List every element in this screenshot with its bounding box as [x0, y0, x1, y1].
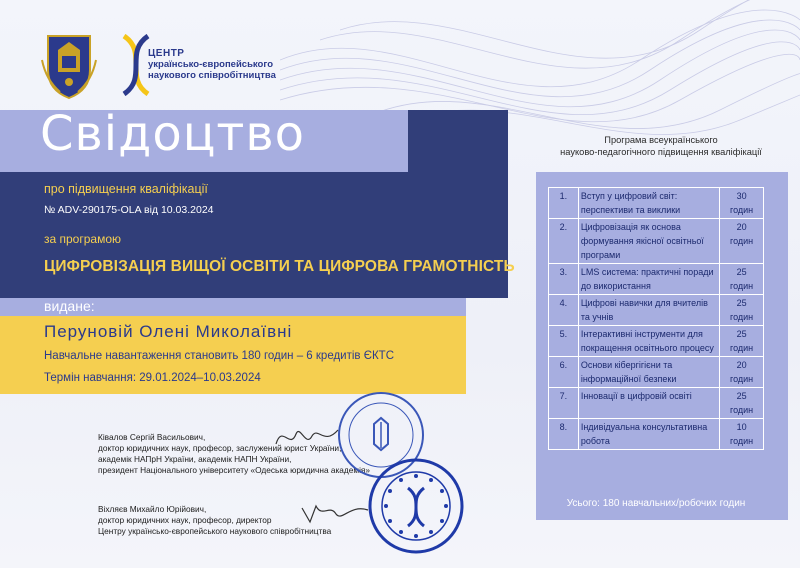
signatory-1-name: Ківалов Сергій Васильович,	[98, 432, 206, 442]
module-hours	[720, 357, 764, 388]
module-hours	[720, 419, 764, 450]
title-band-accent	[408, 110, 508, 172]
centre-name-line3: наукового співробітництва	[148, 70, 276, 81]
module-hours	[720, 264, 764, 295]
module-hours-unit: годин	[729, 312, 754, 322]
module-name: Індивідуальна консультативна робота	[578, 419, 719, 450]
module-hours	[720, 326, 764, 357]
module-name: Основи кібергігієни та інформаційної безпеки	[578, 357, 719, 388]
module-hours-value: 20	[736, 360, 747, 370]
module-hours-unit: годин	[729, 374, 754, 384]
module-name: Цифровізація як основа формування якісної освітньої програми	[578, 219, 719, 264]
certificate-title: Свідоцтво	[40, 106, 305, 162]
program-caption	[536, 134, 786, 158]
seal-stamp-icon	[366, 456, 466, 556]
module-name: LMS система: практичні поради до використання	[578, 264, 719, 295]
table-row	[549, 419, 764, 450]
signatory-1-title-c: президент Національного університету «Одеська юридична академія»	[98, 465, 371, 475]
centre-name-line1: ЦЕНТР	[148, 48, 185, 59]
module-number: 5.	[549, 326, 579, 357]
module-number: 2.	[549, 219, 579, 264]
module-number: 4.	[549, 295, 579, 326]
modules-table	[548, 187, 764, 450]
signatory-1-title-a: доктор юридичних наук, професор, заслужений юрист України,	[98, 443, 342, 453]
centre-name-line2: українсько-європейського	[148, 59, 273, 70]
program-caption-line1: Програма всеукраїнського	[604, 135, 718, 145]
study-period: Термін навчання: 29.01.2024–10.03.2024	[44, 372, 261, 384]
certificate-subtitle: про підвищення кваліфікації	[44, 182, 208, 196]
module-hours	[720, 295, 764, 326]
certificate-number: № ADV-290175-OLA від 10.03.2024	[44, 204, 214, 216]
table-row	[549, 357, 764, 388]
issued-label: видане:	[44, 298, 95, 314]
signatory-2-name: Віхляєв Михайло Юрійович,	[98, 504, 207, 514]
module-hours-value: 20	[736, 222, 747, 232]
module-hours-unit: годин	[729, 281, 754, 291]
module-hours-value: 25	[736, 267, 747, 277]
module-name: Цифрові навички для вчителів та учнів	[578, 295, 719, 326]
centre-name	[148, 48, 276, 81]
program-title: ЦИФРОВІЗАЦІЯ ВИЩОЇ ОСВІТИ ТА ЦИФРОВА ГРАМОТНІСТЬ	[44, 258, 515, 275]
table-row	[549, 388, 764, 419]
program-caption-line2: науково-педагогічного підвищення кваліфікації	[560, 147, 762, 157]
total-hours: Усього: 180 навчальних/робочих годин	[566, 498, 746, 509]
module-name: Вступ у цифровий світ: перспективи та виклики	[578, 188, 719, 219]
module-hours-value: 25	[736, 298, 747, 308]
module-number: 8.	[549, 419, 579, 450]
module-hours-value: 30	[736, 191, 747, 201]
module-hours-unit: годин	[729, 405, 754, 415]
signatory-2	[98, 504, 331, 537]
module-name: Інновації в цифровій освіті	[578, 388, 719, 419]
module-hours-unit: годин	[729, 436, 754, 446]
signature-icon	[272, 420, 342, 454]
module-hours-unit: годин	[729, 205, 754, 215]
module-hours-value: 25	[736, 391, 747, 401]
module-hours-value: 25	[736, 329, 747, 339]
module-number: 1.	[549, 188, 579, 219]
table-row	[549, 219, 764, 264]
module-hours	[720, 188, 764, 219]
workload-text: Навчальне навантаження становить 180 годин – 6 кредитів ЄКТС	[44, 350, 395, 362]
table-row	[549, 264, 764, 295]
university-crest-icon	[40, 30, 98, 102]
signatory-2-title-a: доктор юридичних наук, професор, директор	[98, 515, 272, 525]
table-row	[549, 295, 764, 326]
table-row	[549, 326, 764, 357]
module-number: 3.	[549, 264, 579, 295]
recipient-name: Перуновій Олені Миколаївні	[44, 322, 293, 341]
module-hours-unit: годин	[729, 236, 754, 246]
module-number: 7.	[549, 388, 579, 419]
signatory-2-title-b: Центру українсько-європейського наукового співробітництва	[98, 526, 332, 536]
signatory-1-title-b: академік НАПрН України, академік НАПН України,	[98, 454, 292, 464]
program-label: за програмою	[44, 232, 122, 246]
module-hours-unit: годин	[729, 343, 754, 353]
module-name: Інтерактивні інструменти для покращення освітнього процесу	[578, 326, 719, 357]
signature-icon	[300, 496, 370, 526]
table-row	[549, 188, 764, 219]
module-hours	[720, 219, 764, 264]
module-hours	[720, 388, 764, 419]
module-hours-value: 10	[736, 422, 747, 432]
module-number: 6.	[549, 357, 579, 388]
